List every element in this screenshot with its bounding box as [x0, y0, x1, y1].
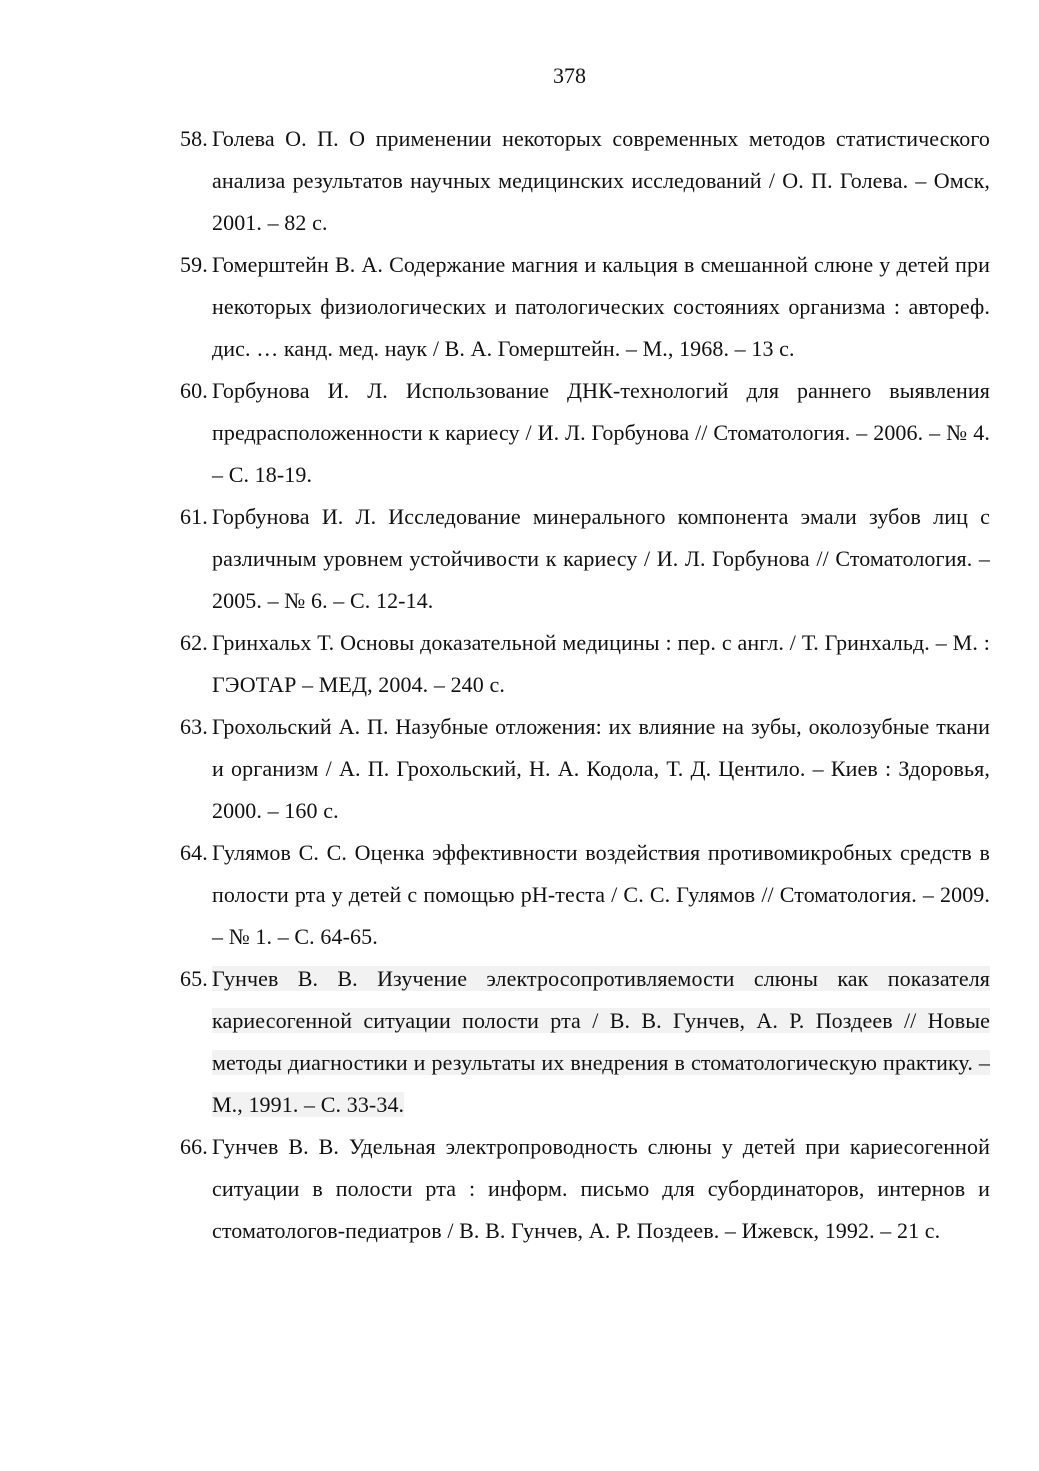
- reference-list: [180, 118, 990, 1252]
- reference-item: [180, 706, 990, 832]
- reference-text: Голева О. П. О применении некоторых современных методов статистического анализа результатов научных медицинских исследований / О. П. Голева. – Омск, 2001. – 82 с.: [212, 126, 990, 235]
- reference-number: 61.: [180, 504, 208, 529]
- reference-item: [180, 118, 990, 244]
- reference-number: 66.: [180, 1134, 208, 1159]
- reference-number: 60.: [180, 378, 208, 403]
- reference-text: Гунчев В. В. Изучение электросопротивляемости слюны как показателя кариесогенной ситуации полости рта / В. В. Гунчев, А. Р. Поздеев // Новые методы диагностики и результаты их внедрения в стоматологическую практику. – М., 1991. – С. 33-34.: [212, 966, 990, 1117]
- reference-number: 62.: [180, 630, 208, 655]
- reference-text: Гунчев В. В. Удельная электропроводность слюны у детей при кариесогенной ситуации в полости рта : информ. письмо для субординаторов, интернов и стоматологов-педиатров / В. В. Гунчев, А. Р. Поздеев. – Ижевск, 1992. – 21 с.: [212, 1134, 990, 1243]
- reference-item: [180, 370, 990, 496]
- reference-text: Гулямов С. С. Оценка эффективности воздействия противомикробных средств в полости рта у детей с помощью рН-теста / С. С. Гулямов // Стоматология. – 2009. – № 1. – С. 64-65.: [212, 840, 990, 949]
- page-number: 378: [553, 63, 586, 88]
- reference-item: [180, 244, 990, 370]
- reference-text: Горбунова И. Л. Использование ДНК-технологий для раннего выявления предрасположенности к кариесу / И. Л. Горбунова // Стоматология. – 2006. – № 4. – С. 18-19.: [212, 378, 990, 487]
- reference-text: Грохольский А. П. Назубные отложения: их влияние на зубы, околозубные ткани и организм / А. П. Грохольский, Н. А. Кодола, Т. Д. Центило. – Киев : Здоровья, 2000. – 160 с.: [212, 714, 990, 823]
- reference-text: Гринхальх Т. Основы доказательной медицины : пер. с англ. / Т. Гринхальд. – М. : ГЭОТАР – МЕД, 2004. – 240 с.: [212, 630, 990, 697]
- reference-number: 65.: [180, 966, 208, 991]
- reference-item: [180, 1126, 990, 1252]
- reference-text: Гомерштейн В. А. Содержание магния и кальция в смешанной слюне у детей при некоторых физиологических и патологических состояниях организма : автореф. дис. … канд. мед. наук / В. А. Гомерштейн. – М., 1968. – 13 с.: [212, 252, 990, 361]
- reference-number: 58.: [180, 126, 208, 151]
- reference-number: 59.: [180, 252, 208, 277]
- reference-number: 63.: [180, 714, 208, 739]
- reference-item: [180, 832, 990, 958]
- reference-item-highlighted: [180, 958, 990, 1126]
- reference-number: 64.: [180, 840, 208, 865]
- reference-text: Горбунова И. Л. Исследование минерального компонента эмали зубов лиц с различным уровнем устойчивости к кариесу / И. Л. Горбунова // Стоматология. – 2005. – № 6. – С. 12-14.: [212, 504, 990, 613]
- reference-item: [180, 496, 990, 622]
- reference-item: [180, 622, 990, 706]
